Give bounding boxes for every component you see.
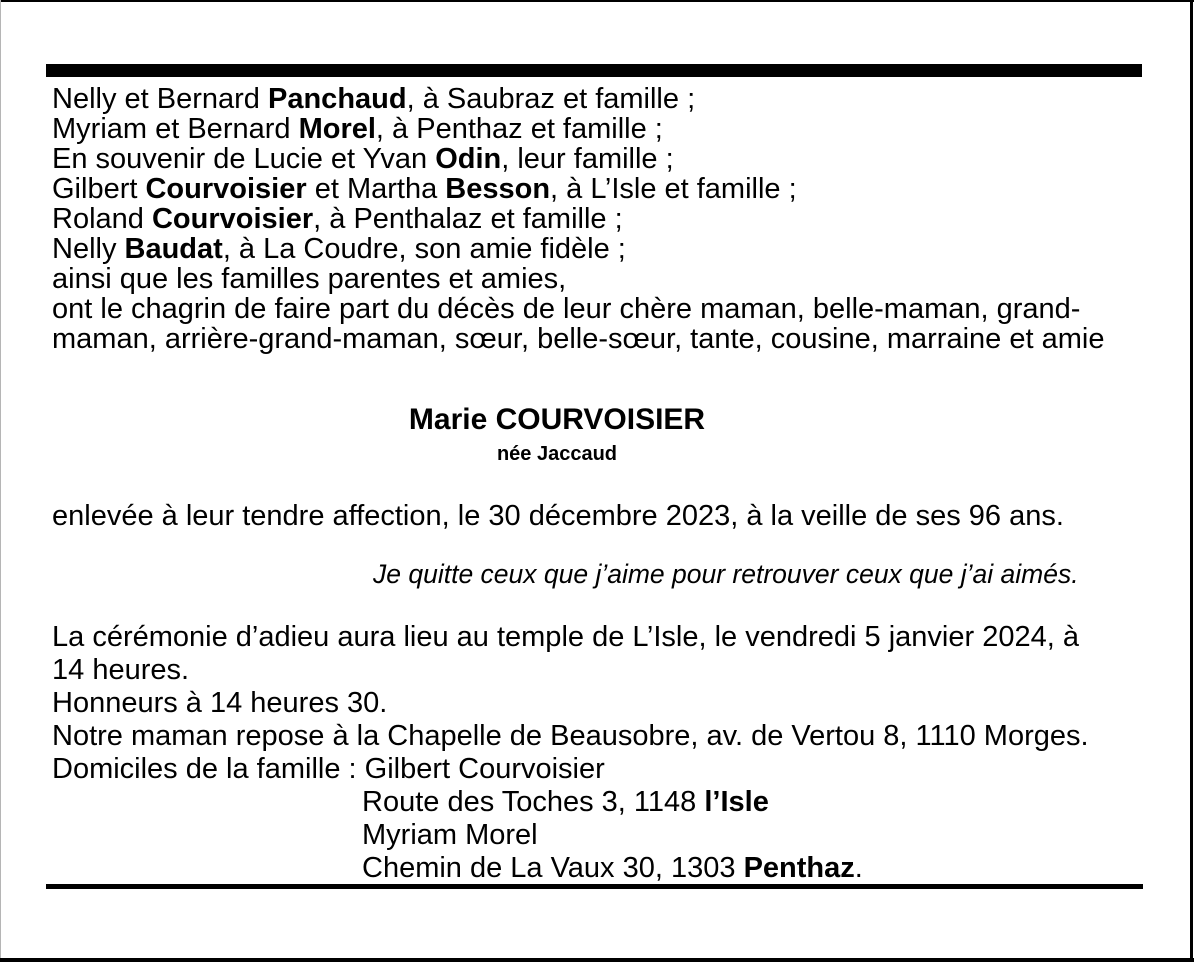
text-segment: Morel [298,113,376,145]
text-segment: Besson [445,173,551,205]
text-line [52,114,1104,144]
memorial-quote: Je quitte ceux que j’aime pour retrouver ceux que j’ai aimés. [373,559,1079,589]
text-segment: Nelly et Bernard [52,83,268,115]
ceremony-details [52,621,1089,885]
text-segment: Domiciles de la famille : Gilbert Courvoisier [52,753,605,785]
text-segment: 14 heures. [52,654,190,686]
page-border-right [1190,0,1193,962]
text-segment: Odin [435,143,502,175]
text-segment: La cérémonie d’adieu aura lieu au temple de L’Isle, le vendredi 5 janvier 2024, à [52,621,1079,653]
text-line [52,852,1089,885]
text-segment: Courvoisier [151,203,314,235]
text-line [52,720,1089,753]
family-intro-list [52,84,1104,354]
text-segment: Panchaud [268,83,407,115]
text-line [52,264,1104,294]
text-line [52,786,1089,819]
text-line [52,687,1089,720]
text-segment: l’Isle [704,786,769,818]
text-segment: Chemin de La Vaux 30, 1303 [362,852,744,884]
text-segment: Route des Toches 3, 1148 [362,786,705,818]
text-line [52,144,1104,174]
text-line [52,84,1104,114]
text-segment: , à La Coudre, son amie fidèle ; [222,233,626,265]
text-segment: Roland [52,203,152,235]
page-border-bottom [0,958,1194,962]
page-border-left [0,0,1,962]
text-line [52,819,1089,852]
text-segment: Baudat [124,233,223,265]
text-line [52,294,1104,324]
text-segment: Penthaz [743,852,855,884]
text-segment: Gilbert [52,173,146,205]
text-segment: Myriam et Bernard [52,113,299,145]
text-line [52,174,1104,204]
text-segment: , à Penthaz et famille ; [375,113,663,145]
text-segment: . [854,852,863,884]
text-segment: , à Penthalaz et famille ; [313,203,623,235]
text-segment: , leur famille ; [501,143,674,175]
text-line [52,753,1089,786]
text-line [52,234,1104,264]
text-segment: ainsi que les familles parentes et amies, [52,263,567,295]
text-segment: maman, arrière-grand-maman, sœur, belle-sœur, tante, cousine, marraine et amie [52,323,1105,355]
text-segment: Notre maman repose à la Chapelle de Beausobre, av. de Vertou 8, 1110 Morges. [52,720,1089,752]
deceased-name: Marie COURVOISIER [408,403,706,436]
text-line [52,324,1104,354]
closing-rule [46,884,1143,889]
text-line [52,204,1104,234]
mourning-bar [46,64,1142,77]
text-segment: Myriam Morel [362,819,538,851]
text-segment: Courvoisier [145,173,307,205]
text-segment: et Martha [306,173,446,205]
page-border-top [0,0,1194,2]
text-segment: ont le chagrin de faire part du décès de leur chère maman, belle-maman, grand- [52,293,1081,325]
text-segment: Nelly [52,233,125,265]
text-line [52,654,1089,687]
text-segment: Honneurs à 14 heures 30. [52,687,388,719]
text-segment: , à Saubraz et famille ; [406,83,696,115]
death-statement: enlevée à leur tendre affection, le 30 décembre 2023, à la veille de ses 96 ans. [52,500,1064,532]
text-line [52,621,1089,654]
text-segment: , à L’Isle et famille ; [550,173,797,205]
maiden-name: née Jaccaud [496,443,618,465]
text-segment: En souvenir de Lucie et Yvan [52,143,436,175]
